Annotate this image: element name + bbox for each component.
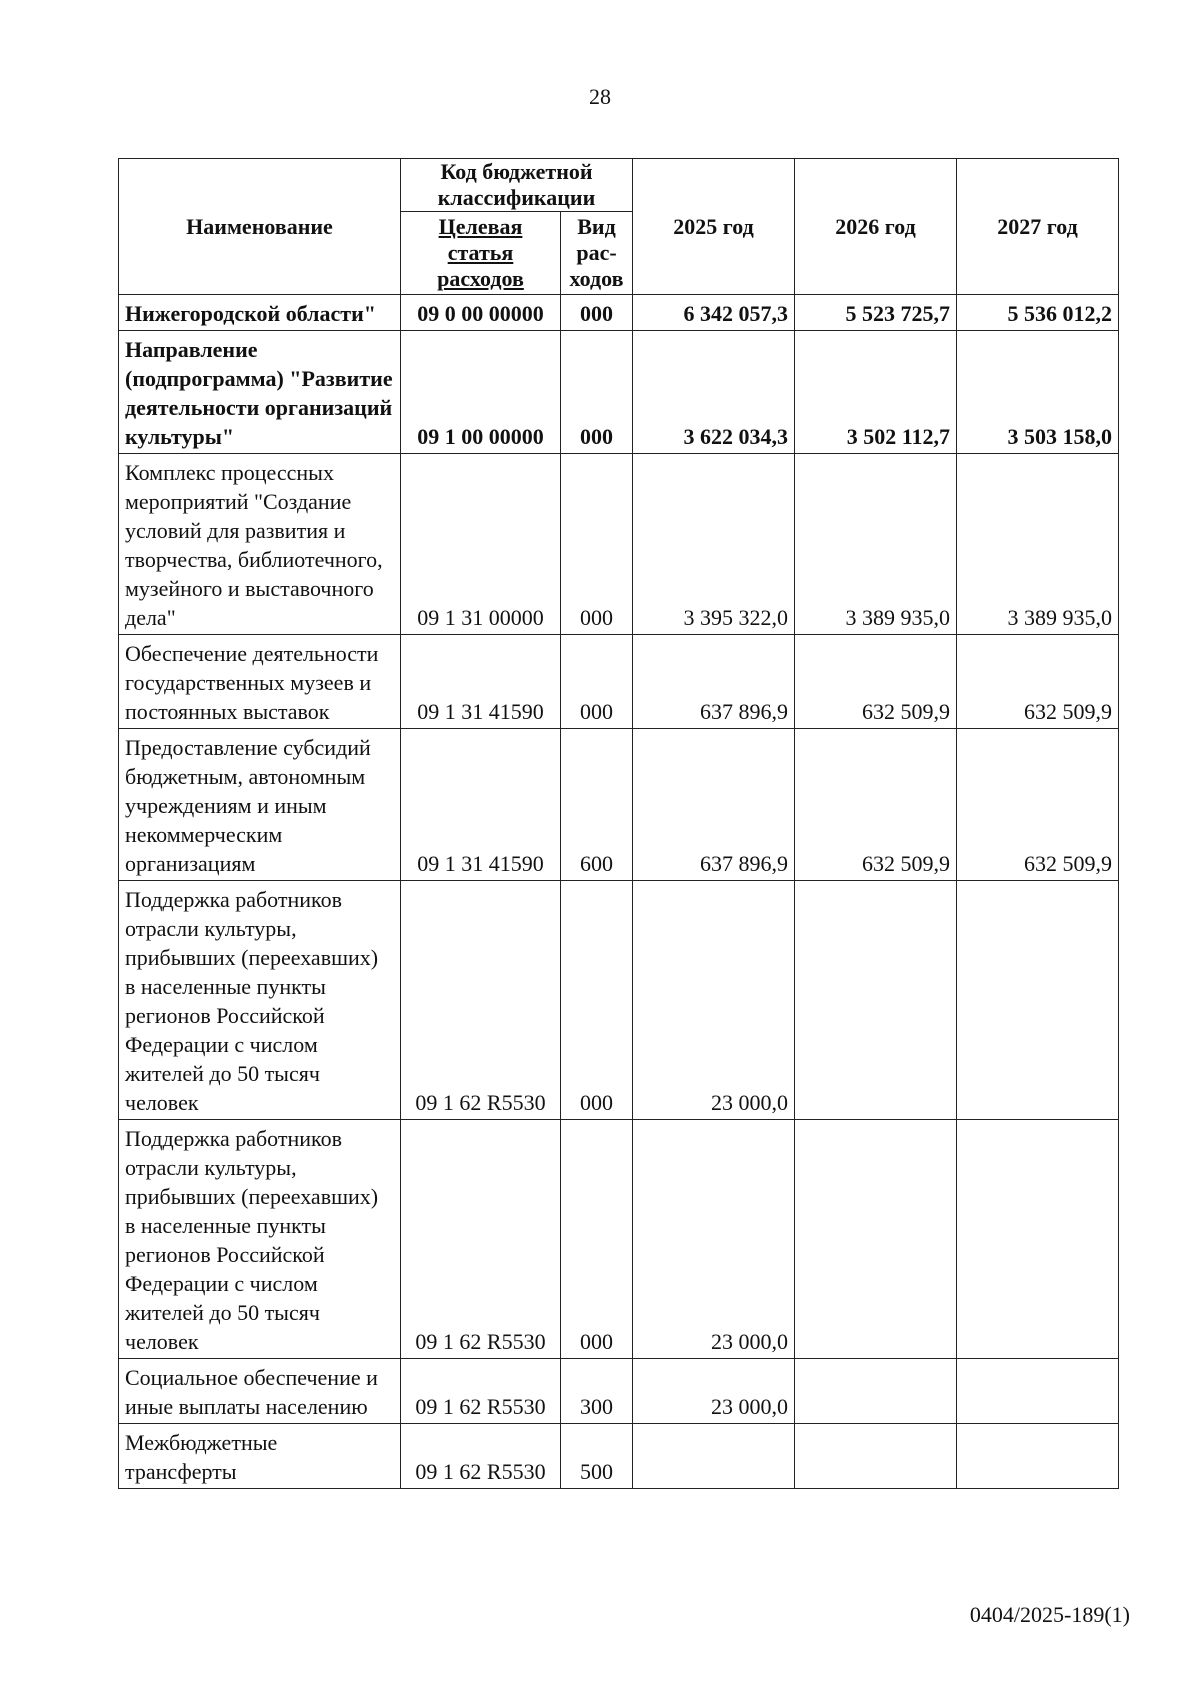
cell-2027 xyxy=(957,1120,1119,1359)
cell-expense-type: 000 xyxy=(561,881,633,1120)
table-row xyxy=(119,1424,1119,1489)
cell-name: Поддержка работников отрасли культуры, прибывших (переехавших) в населенные пункты регионов Российской Федерации с числом жителей до 50 тысяч человек xyxy=(119,881,401,1120)
cell-2026: 5 523 725,7 xyxy=(795,295,957,331)
cell-expense-type: 300 xyxy=(561,1359,633,1424)
table-row xyxy=(119,454,1119,635)
cell-expense-type: 600 xyxy=(561,729,633,881)
header-code-group: Код бюджетной классификации xyxy=(401,159,633,212)
cell-name: Социальное обеспечение и иные выплаты населению xyxy=(119,1359,401,1424)
header-name: Наименование xyxy=(119,159,401,295)
cell-target-item: 09 0 00 00000 xyxy=(401,295,561,331)
cell-target-item: 09 1 62 R5530 xyxy=(401,1359,561,1424)
table-row xyxy=(119,881,1119,1120)
cell-target-item: 09 1 62 R5530 xyxy=(401,1120,561,1359)
cell-name: Предоставление субсидий бюджетным, автономным учреждениям и иным некоммерческим организациям xyxy=(119,729,401,881)
cell-target-item: 09 1 62 R5530 xyxy=(401,881,561,1120)
document-code: 0404/2025-189(1) xyxy=(969,1602,1130,1627)
cell-expense-type: 000 xyxy=(561,295,633,331)
cell-2026: 632 509,9 xyxy=(795,729,957,881)
cell-name: Межбюджетные трансферты xyxy=(119,1424,401,1489)
cell-2026 xyxy=(795,1359,957,1424)
cell-target-item: 09 1 31 41590 xyxy=(401,729,561,881)
cell-2027: 632 509,9 xyxy=(957,729,1119,881)
cell-2026: 3 389 935,0 xyxy=(795,454,957,635)
header-2025: 2025 год xyxy=(633,159,795,295)
cell-2025: 3 395 322,0 xyxy=(633,454,795,635)
cell-name: Поддержка работников отрасли культуры, прибывших (переехавших) в населенные пункты регионов Российской Федерации с числом жителей до 50 тысяч человек xyxy=(119,1120,401,1359)
cell-target-item: 09 1 00 00000 xyxy=(401,331,561,454)
header-2027: 2027 год xyxy=(957,159,1119,295)
cell-name: Комплекс процессных мероприятий "Создание условий для развития и творчества, библиотечного, музейного и выставочного дела" xyxy=(119,454,401,635)
cell-2025: 3 622 034,3 xyxy=(633,331,795,454)
cell-2026 xyxy=(795,881,957,1120)
table-row xyxy=(119,295,1119,331)
header-expense-type: Вид рас-ходов xyxy=(561,212,633,295)
cell-2026 xyxy=(795,1424,957,1489)
cell-2027: 632 509,9 xyxy=(957,635,1119,729)
cell-2027: 3 503 158,0 xyxy=(957,331,1119,454)
header-2026: 2026 год xyxy=(795,159,957,295)
table-row xyxy=(119,1359,1119,1424)
cell-2026: 3 502 112,7 xyxy=(795,331,957,454)
cell-2025: 6 342 057,3 xyxy=(633,295,795,331)
cell-expense-type: 000 xyxy=(561,1120,633,1359)
cell-2025: 637 896,9 xyxy=(633,635,795,729)
cell-2025: 23 000,0 xyxy=(633,1359,795,1424)
cell-2027 xyxy=(957,1424,1119,1489)
cell-expense-type: 000 xyxy=(561,635,633,729)
cell-target-item: 09 1 62 R5530 xyxy=(401,1424,561,1489)
cell-target-item: 09 1 31 00000 xyxy=(401,454,561,635)
cell-name: Обеспечение деятельности государственных музеев и постоянных выставок xyxy=(119,635,401,729)
cell-expense-type: 000 xyxy=(561,331,633,454)
page-number: 28 xyxy=(589,84,611,109)
cell-2027: 3 389 935,0 xyxy=(957,454,1119,635)
cell-2025: 23 000,0 xyxy=(633,1120,795,1359)
cell-2027: 5 536 012,2 xyxy=(957,295,1119,331)
table-row xyxy=(119,635,1119,729)
budget-table xyxy=(118,158,1119,1489)
cell-2025 xyxy=(633,1424,795,1489)
cell-name: Направление (подпрограмма) "Развитие деятельности организаций культуры" xyxy=(119,331,401,454)
cell-name: Нижегородской области" xyxy=(119,295,401,331)
cell-2026: 632 509,9 xyxy=(795,635,957,729)
table-row xyxy=(119,1120,1119,1359)
cell-target-item: 09 1 31 41590 xyxy=(401,635,561,729)
cell-2025: 637 896,9 xyxy=(633,729,795,881)
cell-2027 xyxy=(957,881,1119,1120)
table-row xyxy=(119,331,1119,454)
table-row xyxy=(119,729,1119,881)
cell-2025: 23 000,0 xyxy=(633,881,795,1120)
cell-2026 xyxy=(795,1120,957,1359)
header-target-item: Целевая статья расходов xyxy=(401,212,561,295)
header-row-top xyxy=(119,159,1119,212)
cell-2027 xyxy=(957,1359,1119,1424)
cell-expense-type: 000 xyxy=(561,454,633,635)
cell-expense-type: 500 xyxy=(561,1424,633,1489)
table-body xyxy=(119,295,1119,1489)
